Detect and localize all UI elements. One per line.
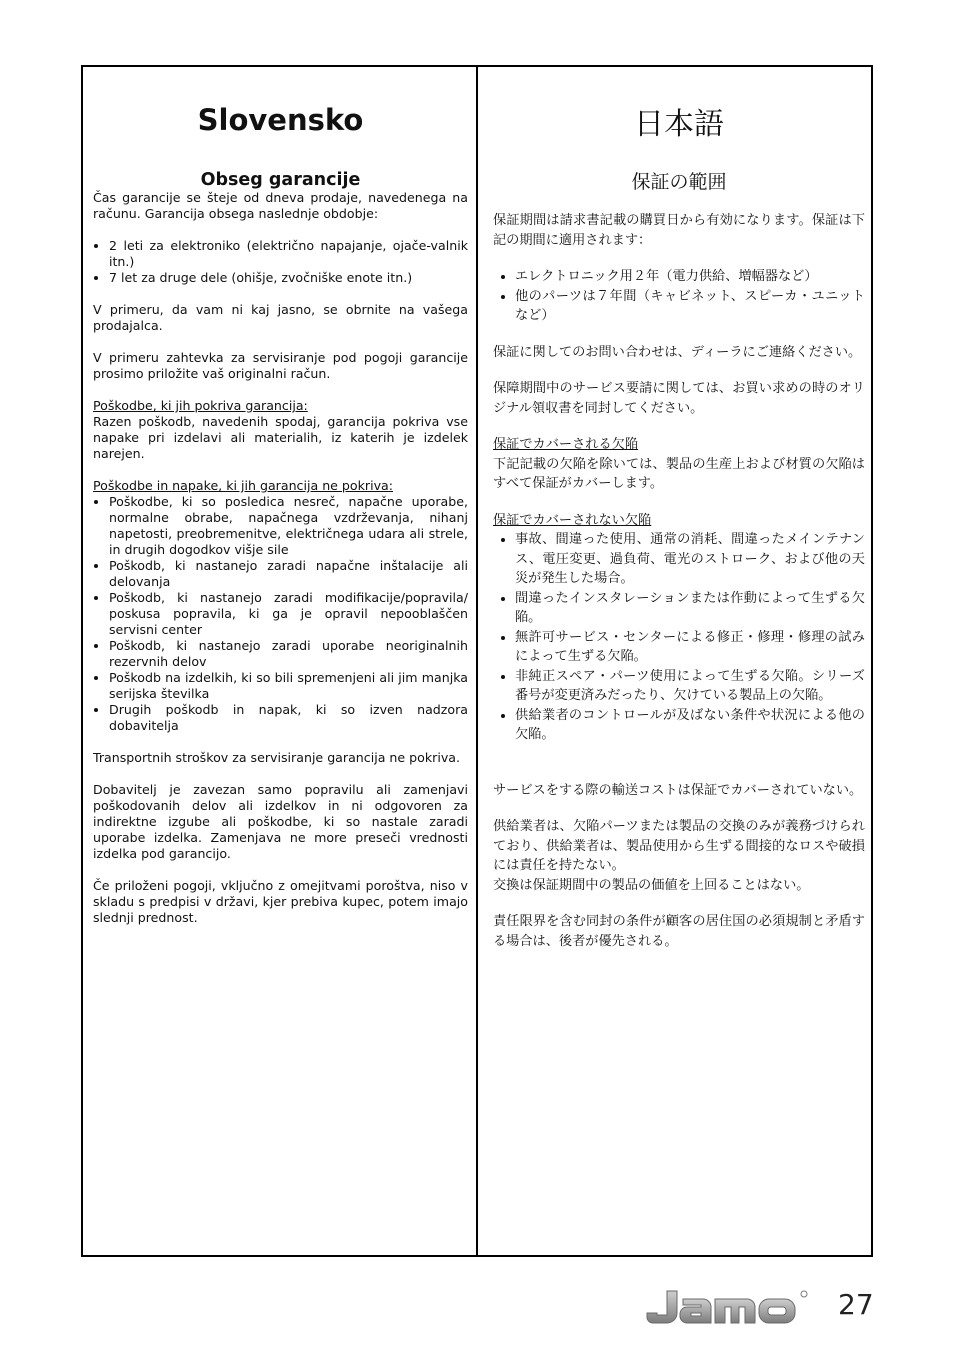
japanese-covered-text: 下記記載の欠陥を除いては、製品の生産上および材質の欠陥はすべて保証がカバーします。 [493,456,865,491]
list-item: • Poškodb na izdelkih, ki so bili spremenjeni ali jim manjka serijska številka [109,670,468,702]
japanese-covered-heading: 保証でカバーされる欠陥 [493,437,639,452]
slovenian-heading: Obseg garancije [200,170,361,190]
slovenian-title: Slovensko [197,103,364,137]
japanese-title: 日本語 [634,107,724,142]
list-item: • Poškodb, ki nastanejo zaradi uporabe neoriginalnih rezervnih delov [109,638,468,670]
content-frame [81,65,873,1257]
list-item: • Poškodb, ki nastanejo zaradi napačne inštalacije ali delovanja [109,558,468,590]
jamo-logo [645,1285,810,1327]
slovenian-covered-heading: Poškodbe, ki jih pokriva garancija: [93,398,308,413]
japanese-periods-list [493,267,865,326]
list-item: • Poškodbe, ki so posledica nesreč, napačne uporabe, normalne obrabe, napačnega vzdrževanja, nihanj napetosti, preobremenitve, električnega udara ali strele, in drugih dogodkov višje sile [109,494,468,558]
list-item: • 間違ったインスタレーションまたは作動によって生ずる欠陥。 [515,589,865,628]
slovenian-column [93,67,468,926]
japanese-column [493,67,865,951]
list-item: • 無許可サービス・センターによる修正・修理・修理の試みによって生ずる欠陥。 [515,628,865,667]
slovenian-paragraph-3: Transportnih stroškov za servisiranje garancija ne pokriva. [93,750,460,765]
list-item: • エレクトロニック用２年（電力供給、増幅器など） [515,267,865,287]
list-item: • 事故、間違った使用、通常の消耗、間違ったメインテナンス、電圧変更、過負荷、電光のストローク、および他の天災が発生した場合。 [515,530,865,589]
slovenian-periods-list [93,238,468,286]
slovenian-intro: Čas garancije se šteje od dneva prodaje, navedenega na računu. Garancija obsega naslednje obdobje: [93,190,468,221]
japanese-paragraph-4b: 交換は保証期間中の製品の価値を上回ることはない。 [493,877,810,893]
slovenian-covered-text: Razen poškodb, navedenih spodaj, garancija pokriva vse napake pri izdelavi ali materialih, iz katerih je izdelek narejen. [93,414,468,461]
japanese-paragraph-5: 責任限界を含む同封の条件が顧客の居住国の必須規制と矛盾する場合は、後者が優先される。 [493,914,865,949]
japanese-paragraph-4: 供給業者は、欠陥パーツまたは製品の交換のみが義務づけられており、供給業者は、製品使用から生ずる間接的なロスや破損には責任を持たない。 [493,819,865,873]
list-item: • 供給業者のコントロールが及ばない条件や状況による他の欠陥。 [515,706,865,745]
japanese-not-covered-list [493,530,865,745]
page-number: 27 [838,1288,874,1321]
list-item: • 他のパーツは７年間（キャビネット、スピーカ・ユニットなど） [515,287,865,326]
list-item: • 2 leti za elektroniko (električno napajanje, ojače-valnik itn.) [109,238,468,270]
list-item: • Drugih poškodb in napak, ki so izven nadzora dobavitelja [109,702,468,734]
japanese-paragraph-2: 保障期間中のサービス要請に関しては、お買い求めの時のオリジナル領収書を同封してください。 [493,381,865,416]
slovenian-not-covered-list [93,494,468,734]
japanese-intro: 保証期間は請求書記載の購買日から有効になります。保証は下記の期間に適用されます： [493,213,865,248]
list-item: • 非純正スペア・パーツ使用によって生ずる欠陥。シリーズ番号が変更済みだったり、欠けている製品上の欠陥。 [515,667,865,706]
slovenian-paragraph-4: Dobavitelj je zavezan samo popravilu ali zamenjavi poškodovanih delov ali izdelkov in ni odgovoren za indirektne izgube ali poškodbe, ki so nastale zaradi uporabe izdelka. Zamenjava ne more preseči vrednosti izdelka pod garancijo. [93,782,468,861]
japanese-not-covered-heading: 保証でカバーされない欠陥 [493,512,652,528]
column-divider [476,67,478,1255]
list-item: • Poškodb, ki nastanejo zaradi modifikacije/popravila/ poskusa popravila, ki ga je opravil nepooblaščen servisni center [109,590,468,638]
japanese-paragraph-3: サービスをする際の輸送コストは保証でカバーされていない。 [493,782,863,798]
slovenian-paragraph-1: V primeru, da vam ni kaj jasno, se obrnite na vašega prodajalca. [93,302,468,333]
slovenian-not-covered-heading: Poškodbe in napake, ki jih garancija ne pokriva: [93,478,394,493]
slovenian-paragraph-5: Če priloženi pogoji, vključno z omejitvami poroštva, niso v skladu s predpisi v državi, kjer prebiva kupec, potem imajo slednji prednost. [93,878,468,925]
japanese-heading: 保証の範囲 [631,171,727,193]
list-item: • 7 let za druge dele (ohišje, zvočniške enote itn.) [109,270,468,286]
slovenian-paragraph-2: V primeru zahtevka za servisiranje pod pogoji garancije prosimo priložite vaš originalni račun. [93,350,468,381]
japanese-paragraph-1: 保証に関してのお問い合わせは、ディーラにご連絡ください。 [493,344,862,360]
